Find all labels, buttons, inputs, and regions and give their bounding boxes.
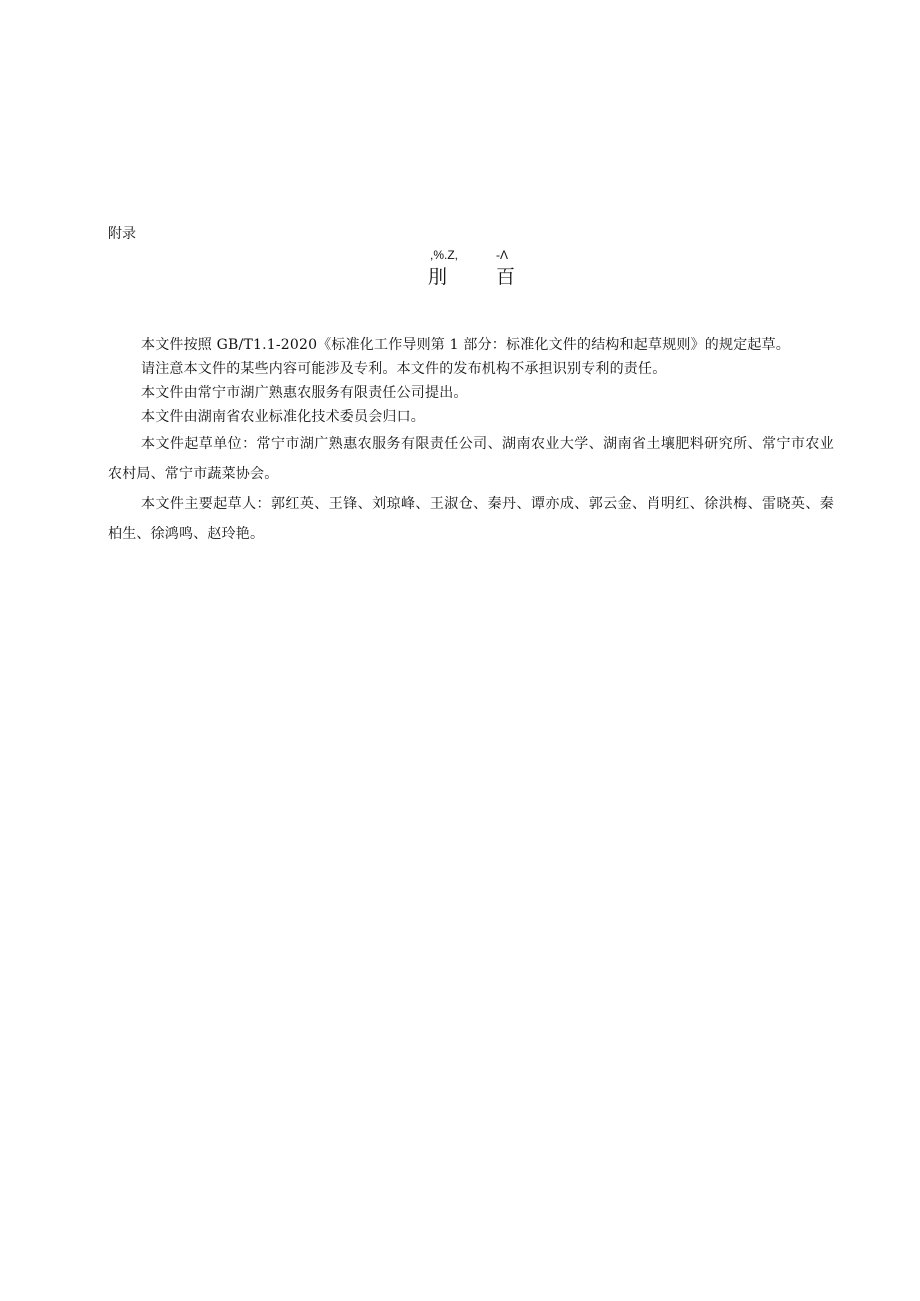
paragraph-patent-notice: 请注意本文件的某些内容可能涉及专利。本文件的发布机构不承担识别专利的责任。: [141, 361, 667, 377]
foreword-body: [108, 333, 834, 549]
paragraph-drafters: 本文件主要起草人：郭红英、王锋、刘琼峰、王淑仓、秦丹、谭亦成、郭云金、肖明红、徐洪梅、雷晓英、秦柏生、徐鸿鸣、赵玲艳。: [108, 496, 834, 542]
appendix-label: 附录: [108, 226, 136, 242]
paragraph-centralized-unit: 本文件由湖南省农业标准化技术委员会归口。: [141, 409, 425, 425]
paragraph-drafting-basis: 本文件按照 GB/T1.1-2020《标准化工作导则第 1 部分：标准化文件的结构和起草规则》的规定起草。: [141, 337, 791, 353]
heading-garbled-text-left: ,%.Z,: [430, 248, 459, 262]
heading-char-right: 百: [496, 266, 516, 288]
heading-garbled-text-right: -Λ: [496, 248, 509, 262]
heading-char-left: 刖: [428, 266, 448, 288]
paragraph-drafting-units: 本文件起草单位：常宁市湖广熟惠农服务有限责任公司、湖南农业大学、湖南省土壤肥料研究所、常宁市农业农村局、常宁市蔬菜协会。: [108, 436, 834, 482]
paragraph-proposer: 本文件由常宁市湖广熟惠农服务有限责任公司提出。: [141, 385, 468, 401]
